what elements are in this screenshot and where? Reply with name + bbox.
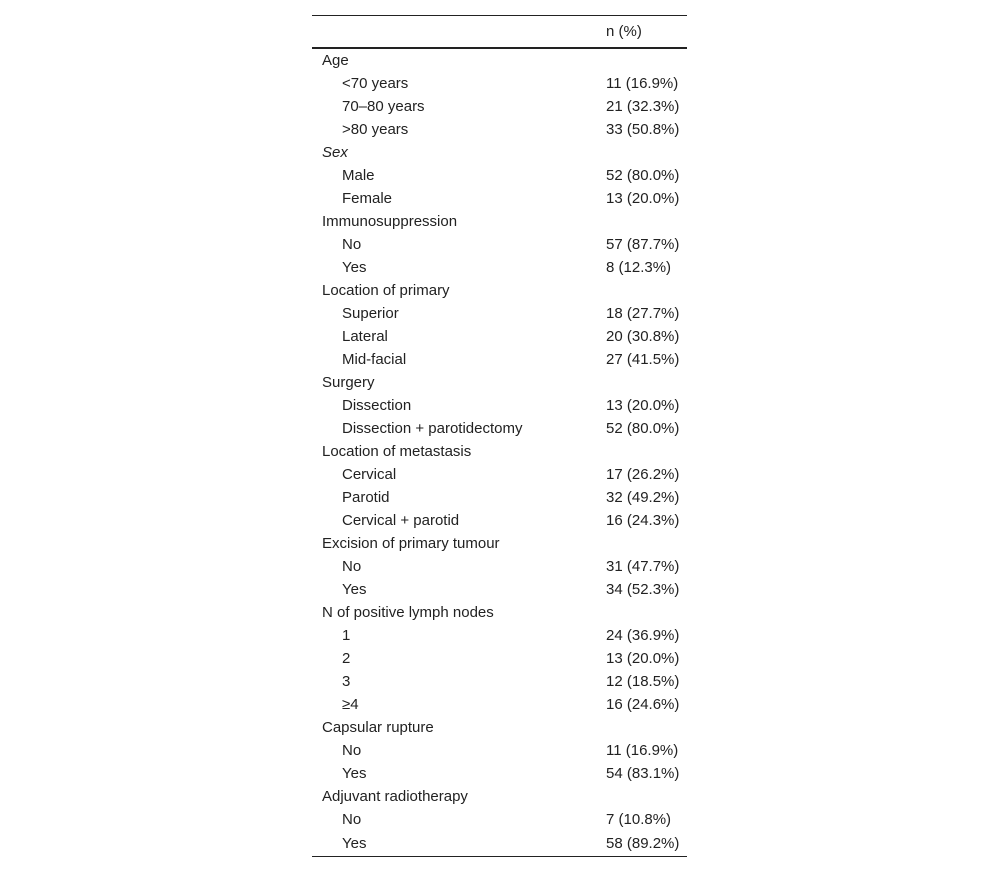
row-label: Female — [342, 190, 393, 207]
table-row — [312, 762, 687, 785]
category-label: Excision of primary tumour — [322, 535, 500, 552]
category-row — [312, 279, 687, 302]
table-row — [312, 164, 687, 187]
row-value — [596, 210, 687, 233]
table-row — [312, 348, 687, 371]
row-label: Superior — [342, 305, 399, 322]
row-value: 13 (20.0%) — [606, 190, 680, 207]
row-value: 54 (83.1%) — [606, 765, 680, 782]
category-row — [312, 371, 687, 394]
row-label: Cervical — [342, 466, 397, 483]
table-row — [312, 555, 687, 578]
row-label: No — [342, 811, 362, 828]
row-label: >80 years — [342, 121, 409, 138]
row-value: 16 (24.3%) — [606, 512, 680, 529]
table-row — [312, 808, 687, 831]
row-label: 3 — [342, 673, 351, 690]
row-label: Yes — [342, 835, 367, 852]
table-header — [312, 16, 687, 49]
table-row — [312, 72, 687, 95]
row-value: 57 (87.7%) — [606, 236, 680, 253]
category-label: N of positive lymph nodes — [322, 604, 494, 621]
row-value: 16 (24.6%) — [606, 696, 680, 713]
table-row — [312, 325, 687, 348]
table-row — [312, 509, 687, 532]
row-value: 13 (20.0%) — [606, 397, 680, 414]
row-label: No — [342, 742, 362, 759]
row-value: 11 (16.9%) — [606, 742, 679, 759]
table-row — [312, 417, 687, 440]
category-row — [312, 601, 687, 624]
row-value — [596, 141, 687, 164]
category-row — [312, 48, 687, 72]
header-row — [312, 16, 687, 49]
row-value: 11 (16.9%) — [606, 75, 679, 92]
row-label: 70–80 years — [342, 98, 425, 115]
row-value: 24 (36.9%) — [606, 627, 680, 644]
row-value — [596, 279, 687, 302]
row-value: 7 (10.8%) — [606, 811, 672, 828]
characteristics-table-container — [312, 15, 687, 857]
category-row — [312, 785, 687, 808]
table-row — [312, 233, 687, 256]
category-row — [312, 210, 687, 233]
row-label: Yes — [342, 581, 367, 598]
row-label: 2 — [342, 650, 351, 667]
table-row — [312, 831, 687, 857]
table-row — [312, 118, 687, 141]
table-row — [312, 670, 687, 693]
row-value: 27 (41.5%) — [606, 351, 680, 368]
category-label: Sex — [322, 144, 348, 161]
row-label: Dissection + parotidectomy — [342, 420, 523, 437]
category-label: Adjuvant radiotherapy — [322, 788, 468, 805]
table-row — [312, 739, 687, 762]
header-label-cell — [312, 16, 596, 49]
table-row — [312, 578, 687, 601]
table-row — [312, 95, 687, 118]
row-value: 12 (18.5%) — [606, 673, 680, 690]
header-value-cell: n (%) — [596, 16, 687, 49]
row-value: 33 (50.8%) — [606, 121, 680, 138]
table-row — [312, 394, 687, 417]
table-row — [312, 647, 687, 670]
category-label: Location of metastasis — [322, 443, 472, 460]
row-label: No — [342, 236, 362, 253]
row-value: 58 (89.2%) — [606, 835, 680, 852]
row-value — [596, 440, 687, 463]
row-label: Parotid — [342, 489, 390, 506]
category-row — [312, 532, 687, 555]
row-value: 13 (20.0%) — [606, 650, 680, 667]
row-value: 20 (30.8%) — [606, 328, 680, 345]
row-label: 1 — [342, 627, 351, 644]
category-label: Capsular rupture — [322, 719, 434, 736]
row-label: Male — [342, 167, 375, 184]
category-label: Surgery — [322, 374, 375, 391]
table-row — [312, 486, 687, 509]
table-body — [312, 48, 687, 857]
row-value: 17 (26.2%) — [606, 466, 680, 483]
row-label: Cervical + parotid — [342, 512, 460, 529]
category-label: Age — [322, 52, 349, 69]
row-value: 34 (52.3%) — [606, 581, 680, 598]
table-row — [312, 624, 687, 647]
row-label: Yes — [342, 765, 367, 782]
row-label: ≥4 — [342, 696, 359, 713]
table-row — [312, 256, 687, 279]
row-value: 8 (12.3%) — [606, 259, 672, 276]
row-value: 52 (80.0%) — [606, 420, 680, 437]
category-row — [312, 141, 687, 164]
row-label: Lateral — [342, 328, 388, 345]
row-label: Yes — [342, 259, 367, 276]
row-value — [596, 48, 687, 72]
row-value: 52 (80.0%) — [606, 167, 680, 184]
row-label: Mid-facial — [342, 351, 407, 368]
row-value: 31 (47.7%) — [606, 558, 680, 575]
row-label: No — [342, 558, 362, 575]
row-label: <70 years — [342, 75, 409, 92]
category-label: Location of primary — [322, 282, 450, 299]
row-value — [596, 716, 687, 739]
table-row — [312, 187, 687, 210]
table-row — [312, 302, 687, 325]
characteristics-table — [312, 15, 687, 857]
row-value — [596, 532, 687, 555]
row-value: 21 (32.3%) — [606, 98, 680, 115]
row-value: 18 (27.7%) — [606, 305, 680, 322]
table-row — [312, 693, 687, 716]
row-value — [596, 371, 687, 394]
row-label: Dissection — [342, 397, 412, 414]
table-row — [312, 463, 687, 486]
row-value — [596, 601, 687, 624]
category-row — [312, 716, 687, 739]
row-value: 32 (49.2%) — [606, 489, 680, 506]
category-row — [312, 440, 687, 463]
category-label: Immunosuppression — [322, 213, 458, 230]
row-value — [596, 785, 687, 808]
